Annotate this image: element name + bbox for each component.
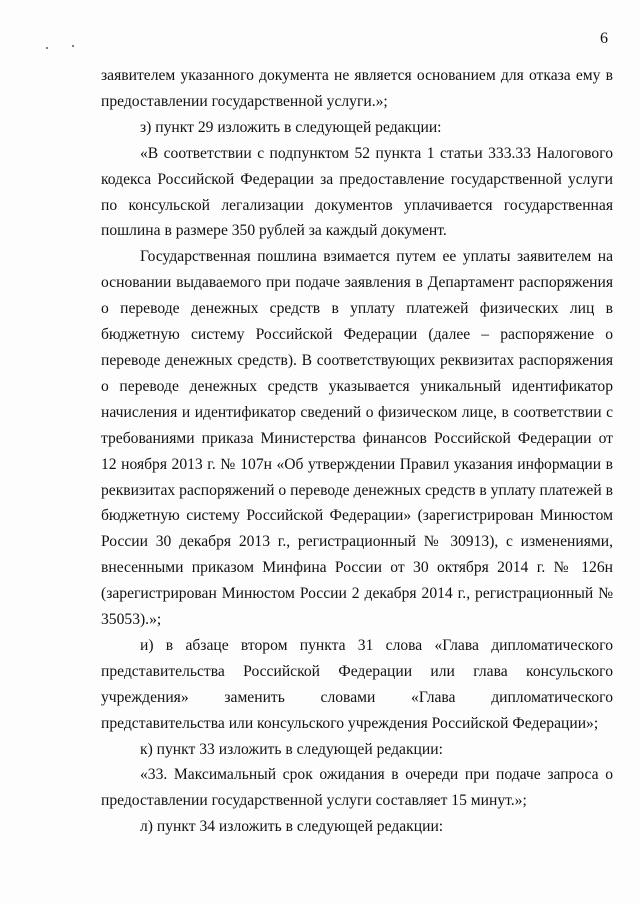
paragraph-continuation: заявителем указанного документа не является основанием для отказа ему в предоставлении государственной услуги.»; [101,67,613,110]
paragraph-duty-collection: Государственная пошлина взимается путем ее уплаты заявителем на основании выдаваемого при подаче заявления в Департамент распоряжения о переводе денежных средств в уплату платежей физических лиц в бюджетную систему Российской Федерации (далее – распоряжение о переводе денежных средств). В соответствующих реквизитах распоряжения о переводе денежных средств указывается уникальный идентификатор начисления и идентификатор сведений о физическом лице, в соответствии с требованиями приказа Министерства финансов Российской Федерации от 12 ноября 2013 г. № 107н «Об утверждении Правил указания информации в реквизитах распоряжений о переводе денежных средств в уплату платежей в бюджетную систему Российской Федерации» (зарегистрирован Минюстом России 30 декабря 2013 г., регистрационный № 30913), с изменениями, внесенными приказом Минфина России от 30 октября 2014 г. № 126н (зарегистрирован Минюстом России 2 декабря 2014 г., регистрационный № 35053).»; [101,248,613,629]
page-number: 6 [600,30,608,47]
paragraph-quote-33: «33. Максимальный срок ожидания в очереди при подаче запроса о предоставлении государственной услуги составляет 15 минут.»; [101,766,613,810]
scan-speck [46,47,48,49]
paragraph-quote-duty: «В соответствии с подпунктом 52 пункта 1 статьи 333.33 Налогового кодекса Российской Федерации за предоставление государственной услуги по консульской легализации документов уплачивается государственная пошлина в размере 350 рублей за каждый документ. [101,144,613,240]
paragraph-item-i: и) в абзаце втором пункта 31 слова «Глава дипломатического представительства Российской Федерации или глава консульского учреждения» заменить словами «Глава дипломатического представительства или консульского учреждения Российской Федерации»; [101,636,613,732]
document-body [101,63,613,840]
scan-speck [72,45,74,47]
paragraph-item-z: з) пункт 29 изложить в следующей редакции: [140,118,442,136]
paragraph-item-l: л) пункт 34 изложить в следующей редакции: [140,818,444,836]
paragraph-item-k: к) пункт 33 изложить в следующей редакции: [140,740,443,758]
